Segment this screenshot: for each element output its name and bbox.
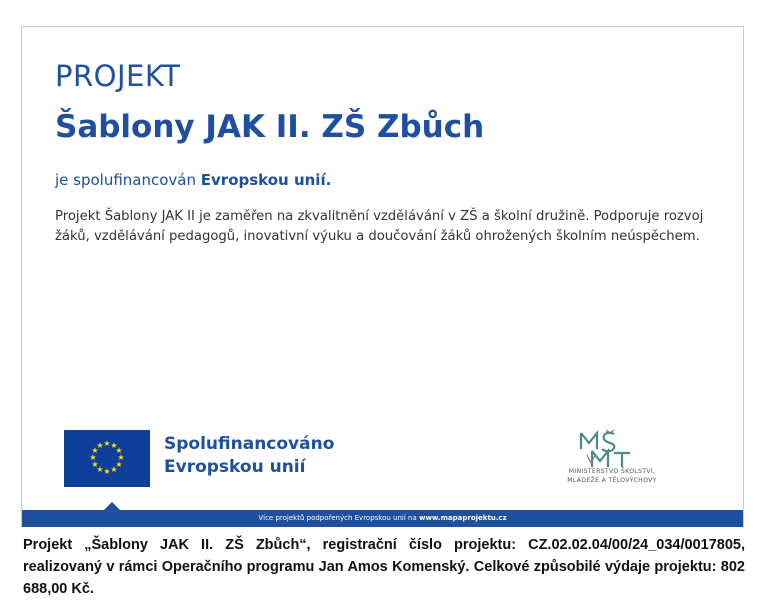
eu-logo-line2: Evropskou unií [164, 457, 306, 477]
svg-text:★: ★ [91, 460, 99, 469]
cofinanced-prefix: je spolufinancován [55, 171, 201, 189]
project-description: Projekt Šablony JAK II je zaměřen na zkvalitnění vzdělávání v ZŠ a školní družině. Podporuje rozvoj žáků, vzdělávání pedagogů, inovativní výuku a doučování žáků ohrožených školním neúspěchem. [55, 209, 704, 244]
project-caption: Projekt „Šablony JAK II. ZŠ Zbůch“, registrační číslo projektu: CZ.02.02.04/00/24_034/0017805, realizovaný v rámci Operačního programu Jan Amos Komenský. Celkové způsobilé výdaje projektu: 802 688,00 Kč. [23, 537, 745, 597]
project-poster [21, 26, 744, 527]
eu-stars-icon [64, 430, 150, 487]
msmt-caption [542, 467, 682, 485]
eu-flag-icon [64, 430, 150, 487]
svg-text:★: ★ [103, 439, 111, 448]
svg-text:★: ★ [103, 467, 111, 476]
svg-text:★: ★ [115, 460, 123, 469]
poster-heading-main: Šablony JAK II. ZŠ Zbůch [55, 109, 485, 145]
eu-logo-text [164, 433, 334, 479]
svg-text:★: ★ [96, 441, 104, 450]
poster-heading-small: PROJEKT [55, 59, 181, 93]
svg-text:★: ★ [89, 453, 97, 462]
svg-text:★: ★ [115, 446, 123, 455]
svg-text:★: ★ [91, 446, 99, 455]
cofinanced-statement [55, 171, 331, 189]
footer-text: Více projektů podpořených Evropskou unií na [258, 514, 419, 522]
footer-bar [22, 510, 743, 527]
eu-logo-line1: Spolufinancováno [164, 434, 335, 454]
msmt-caption-line2: MLÁDEŽE A TĚLOVÝCHOVY [567, 477, 657, 484]
svg-text:★: ★ [110, 441, 118, 450]
footer-link[interactable]: www.mapaprojektu.cz [419, 514, 507, 522]
svg-text:★: ★ [117, 453, 125, 462]
svg-text:★: ★ [96, 465, 104, 474]
cofinanced-bold: Evropskou unií. [200, 171, 332, 189]
msmt-caption-line1: MINISTERSTVO ŠKOLSTVÍ, [568, 468, 656, 475]
svg-text:★: ★ [110, 465, 118, 474]
